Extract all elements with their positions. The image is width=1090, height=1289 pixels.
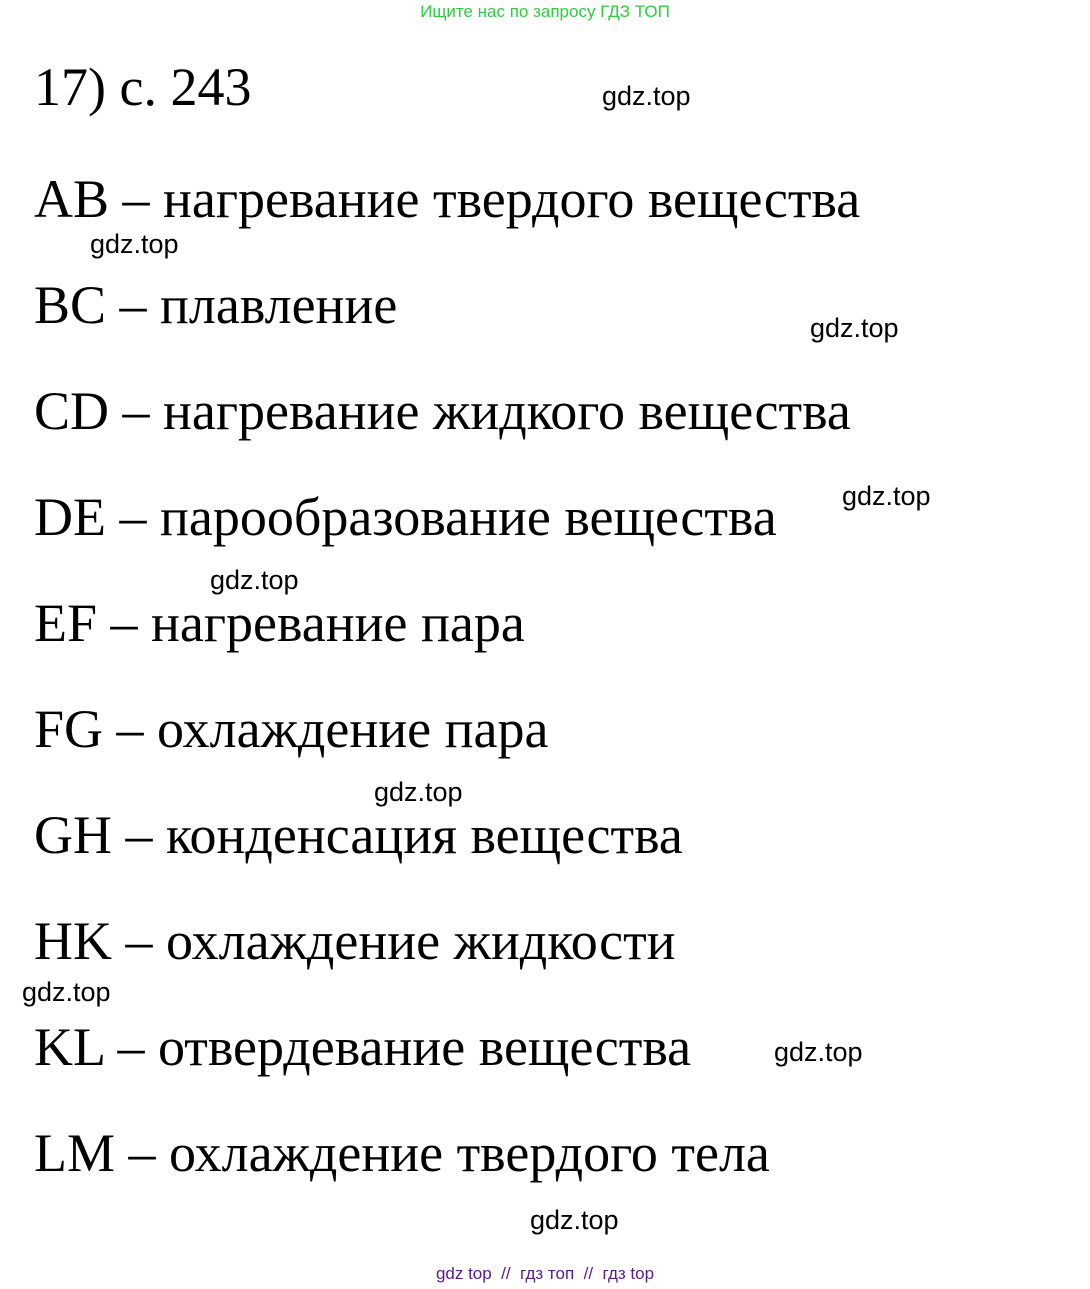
answer-line-lm: LM – охлаждение твердого тела (34, 1123, 770, 1183)
search-banner: Ищите нас по запросу ГДЗ ТОП (420, 2, 670, 21)
exercise-title: 17) с. 243 (34, 57, 252, 117)
watermark: gdz.top (774, 1037, 863, 1067)
watermark: gdz.top (374, 777, 463, 807)
answer-line-ef: EF – нагревание пара (34, 593, 525, 653)
answer-line-ab: AB – нагревание твердого вещества (34, 169, 861, 229)
footer-watermark: gdz top // гдз топ // гдз top (435, 1264, 655, 1283)
watermark: gdz.top (602, 81, 691, 111)
answer-line-cd: CD – нагревание жидкого вещества (34, 381, 851, 441)
watermark: gdz.top (22, 977, 111, 1007)
watermark: gdz.top (210, 565, 299, 595)
answer-line-de: DE – парообразование вещества (34, 487, 777, 547)
watermark: gdz.top (810, 313, 899, 343)
watermark: gdz.top (842, 481, 931, 511)
answer-line-bc: BC – плавление (34, 275, 398, 335)
watermark: gdz.top (530, 1205, 619, 1235)
answer-line-fg: FG – охлаждение пара (34, 699, 549, 759)
answer-line-hk: HK – охлаждение жидкости (34, 911, 676, 971)
answer-line-gh: GH – конденсация вещества (34, 805, 683, 865)
answer-line-kl: KL – отвердевание вещества (34, 1017, 692, 1077)
watermark: gdz.top (90, 229, 179, 259)
